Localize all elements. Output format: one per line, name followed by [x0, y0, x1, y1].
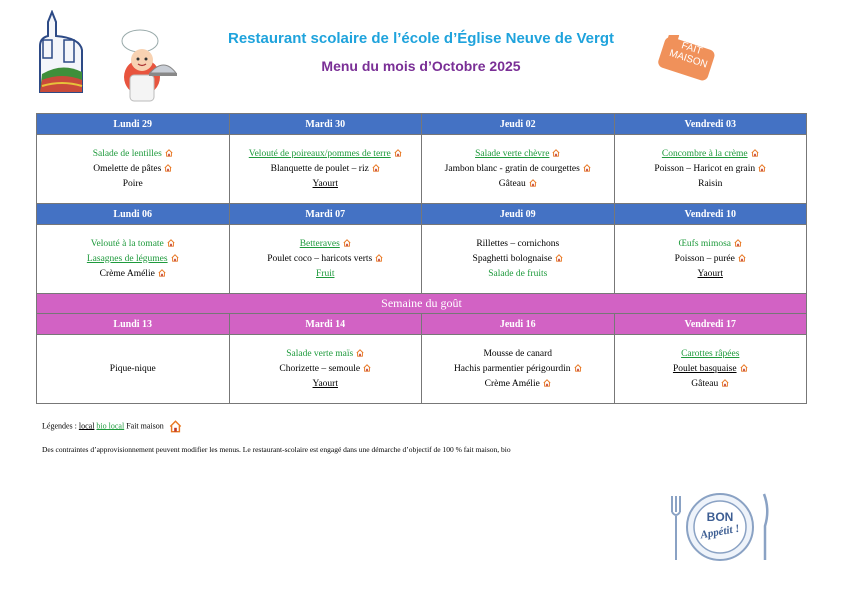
menu-item: [232, 147, 420, 162]
day-header: Lundi 06: [37, 204, 230, 225]
legend-fait-maison: Fait maison: [126, 421, 164, 431]
menu-item: [39, 362, 227, 377]
menu-item: [39, 267, 227, 282]
menu-item: [232, 252, 420, 267]
house-icon: [171, 254, 179, 262]
menu-item: [424, 177, 612, 192]
menu-item: [617, 147, 805, 162]
day-header: Jeudi 16: [422, 314, 615, 335]
menu-item: [232, 162, 420, 177]
menu-item: [424, 362, 612, 377]
menu-item: [424, 347, 612, 362]
page-title: Restaurant scolaire de l’école d’Église Neuve de Vergt: [228, 30, 614, 47]
menu-item: [39, 237, 227, 252]
menu-cell: [614, 225, 807, 294]
house-icon: [343, 239, 351, 247]
dish-name: Crème Amélie: [484, 378, 540, 389]
house-icon: [164, 164, 172, 172]
week3-header-row: [37, 314, 807, 335]
menu-item: [617, 267, 805, 282]
dish-name: Jambon blanc - gratin de courgettes: [444, 163, 580, 174]
dish-name: Salade de fruits: [488, 268, 548, 279]
menu-cell: [37, 225, 230, 294]
menu-item: [232, 362, 420, 377]
legend-bio-local: bio local: [96, 421, 125, 431]
menu-item: [232, 177, 420, 192]
menu-item: [232, 347, 420, 362]
house-icon: [574, 364, 582, 372]
menu-item: [617, 162, 805, 177]
house-icon: [394, 149, 402, 157]
dish-name: Poisson – Haricot en grain: [654, 163, 756, 174]
house-icon: [169, 420, 182, 433]
week2-menu-row: [37, 225, 807, 294]
house-icon: [372, 164, 380, 172]
house-icon: [167, 239, 175, 247]
dish-name: Yaourt: [697, 268, 723, 279]
menu-item: [424, 252, 612, 267]
plate-text-bon: BON: [706, 510, 734, 524]
house-icon: [543, 379, 551, 387]
house-icon: [375, 254, 383, 262]
week1-header-row: [37, 114, 807, 135]
dish-name: Mousse de canard: [483, 348, 553, 359]
house-icon: [158, 269, 166, 277]
dish-name: Raisin: [698, 178, 723, 189]
house-icon: [583, 164, 591, 172]
dish-name: Yaourt: [312, 178, 338, 189]
house-icon: [363, 364, 371, 372]
menu-cell: [229, 225, 422, 294]
dish-name: Lasagnes de légumes: [86, 253, 168, 264]
dish-name: Velouté à la tomate: [90, 238, 164, 249]
dish-name: Yaourt: [312, 378, 338, 389]
day-header: Vendredi 03: [614, 114, 807, 135]
dish-name: Gâteau: [498, 178, 526, 189]
legend-label: Légendes :: [42, 421, 77, 431]
day-header: Lundi 29: [37, 114, 230, 135]
legend-local: local: [78, 421, 95, 431]
dish-name: Pique-nique: [109, 363, 156, 374]
disclaimer-note: Des contraintes d’approvisionnement peuvent modifier les menus. Le restaurant-scolaire est engagé dans une démarche d’objectif de 100 % fait maison, bio: [42, 445, 511, 454]
week2-header-row: [37, 204, 807, 225]
menu-cell: [422, 225, 615, 294]
menu-item: [617, 177, 805, 192]
menu-item: [617, 252, 805, 267]
menu-cell: [422, 135, 615, 204]
dish-name: Blanquette de poulet – riz: [270, 163, 369, 174]
dish-name: Rillettes – cornichons: [476, 238, 560, 249]
menu-item: [617, 237, 805, 252]
school-logo: [34, 10, 88, 96]
day-header: Jeudi 02: [422, 114, 615, 135]
dish-name: Chorizette – semoule: [279, 363, 361, 374]
dish-name: Poire: [122, 178, 143, 189]
week1-menu-row: [37, 135, 807, 204]
menu-item: [39, 252, 227, 267]
dish-name: Poulet basquaise: [672, 363, 737, 374]
dish-name: Omelette de pâtes: [93, 163, 162, 174]
house-icon: [555, 254, 563, 262]
menu-item: [424, 267, 612, 282]
week3-menu-row: [37, 335, 807, 404]
dish-name: Œufs mimosa: [678, 238, 731, 249]
dish-name: Hachis parmentier périgourdin: [453, 363, 571, 374]
dish-name: Salade verte chèvre: [475, 148, 550, 159]
menu-cell: [614, 135, 807, 204]
house-icon: [529, 179, 537, 187]
menu-item: [39, 177, 227, 192]
dish-name: Velouté de poireaux/pommes de terre: [248, 148, 391, 159]
menu-cell: [37, 135, 230, 204]
dish-name: Salade verte maïs: [286, 348, 354, 359]
day-header: Lundi 13: [37, 314, 230, 335]
menu-item: [232, 237, 420, 252]
house-icon: [552, 149, 560, 157]
day-header: Vendredi 17: [614, 314, 807, 335]
menu-cell: [229, 135, 422, 204]
menu-cell: [229, 335, 422, 404]
day-header: Mardi 30: [229, 114, 422, 135]
day-header: Mardi 14: [229, 314, 422, 335]
menu-table: [36, 113, 807, 404]
day-header: Jeudi 09: [422, 204, 615, 225]
house-icon: [751, 149, 759, 157]
page-subtitle: Menu du mois d’Octobre 2025: [321, 58, 521, 74]
menu-item: [232, 377, 420, 392]
dish-name: Crème Amélie: [99, 268, 155, 279]
house-icon: [721, 379, 729, 387]
menu-cell: [422, 335, 615, 404]
menu-item: [424, 377, 612, 392]
dish-name: Fruit: [316, 268, 335, 279]
fait-maison-text: FAIT MAISON: [667, 40, 709, 71]
menu-item: [39, 162, 227, 177]
dish-name: Betteraves: [299, 238, 340, 249]
legend: [42, 420, 182, 433]
house-icon: [738, 254, 746, 262]
menu-cell: [37, 335, 230, 404]
menu-item: [617, 377, 805, 392]
menu-cell: [614, 335, 807, 404]
menu-item: [617, 347, 805, 362]
dish-name: Poulet coco – haricots verts: [267, 253, 373, 264]
dish-name: Gâteau: [691, 378, 719, 389]
dish-name: Carottes râpées: [681, 348, 740, 359]
house-icon: [758, 164, 766, 172]
menu-item: [424, 147, 612, 162]
week3-band-row: [37, 294, 807, 314]
plate-text-appetit: Appétit !: [699, 522, 741, 542]
menu-item: [232, 267, 420, 282]
dish-name: Concombre à la crème: [661, 148, 748, 159]
menu-item: [617, 362, 805, 377]
dish-name: Poisson – purée: [674, 253, 735, 264]
dish-name: Spaghetti bolognaise: [472, 253, 552, 264]
menu-item: [39, 147, 227, 162]
menu-item: [424, 162, 612, 177]
house-icon: [740, 364, 748, 372]
day-header: Vendredi 10: [614, 204, 807, 225]
dish-name: Salade de lentilles: [92, 148, 162, 159]
house-icon: [165, 149, 173, 157]
house-icon: [734, 239, 742, 247]
menu-item: [424, 237, 612, 252]
semaine-du-gout-banner: Semaine du goût: [37, 294, 807, 314]
day-header: Mardi 07: [229, 204, 422, 225]
house-icon: [356, 349, 364, 357]
